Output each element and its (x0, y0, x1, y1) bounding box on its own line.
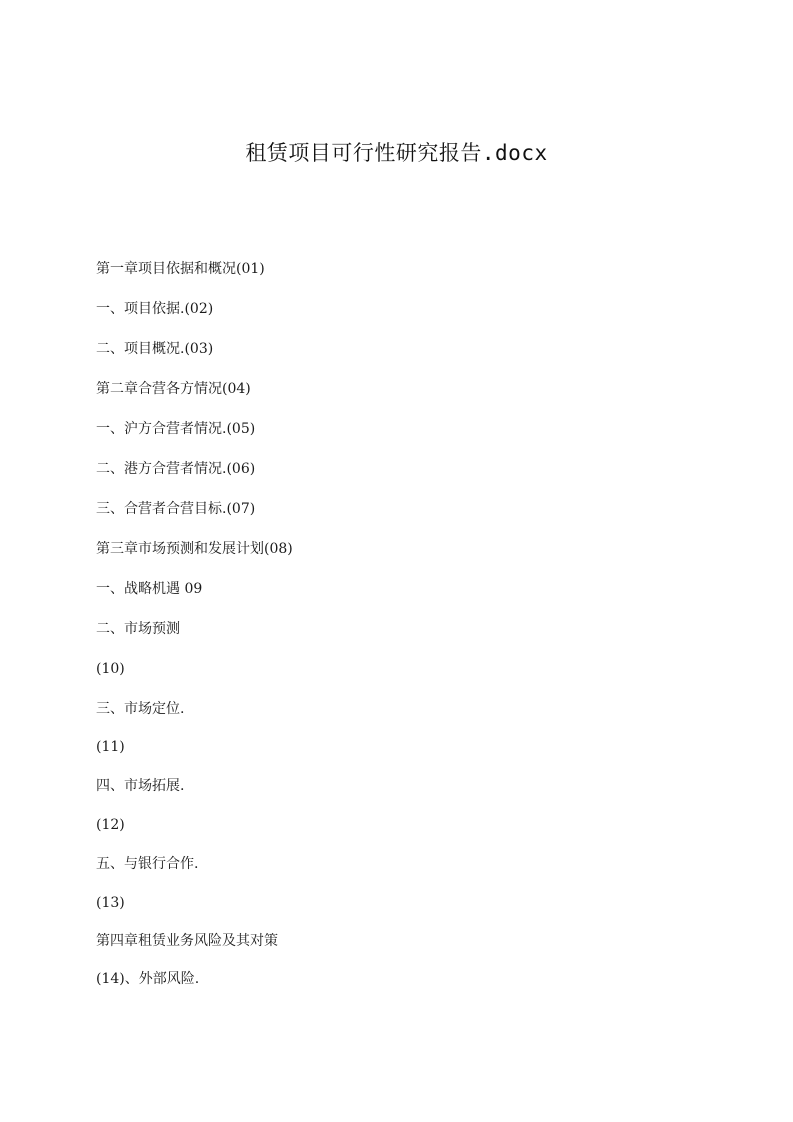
toc-chapter-4: 第四章租赁业务风险及其对策 (96, 933, 278, 949)
toc-item: (14)、外部风险. (96, 971, 200, 987)
toc-item: 二、项目概况.(03) (96, 341, 214, 357)
toc-item: 二、港方合营者情况.(06) (96, 461, 256, 477)
toc-item: 一、战略机遇 09 (96, 581, 203, 597)
toc-chapter-3: 第三章市场预测和发展计划(08) (96, 541, 293, 557)
toc-item: 四、市场拓展. (96, 778, 185, 794)
toc-item: 二、市场预测 (96, 621, 180, 637)
toc-item: 三、合营者合营目标.(07) (96, 501, 256, 517)
toc-item: 一、沪方合营者情况.(05) (96, 421, 256, 437)
toc-item: 五、与银行合作. (96, 856, 199, 872)
document-title: 租赁项目可行性研究报告.docx (245, 141, 548, 165)
toc-page-number: (13) (96, 895, 125, 911)
toc-chapter-1: 第一章项目依据和概况(01) (96, 261, 265, 277)
toc-chapter-2: 第二章合营各方情况(04) (96, 381, 251, 397)
toc-item: 一、项目依据.(02) (96, 301, 214, 317)
toc-page-number: (10) (96, 661, 125, 677)
toc-page-number: (11) (96, 739, 125, 755)
toc-page-number: (12) (96, 817, 125, 833)
toc-item: 三、市场定位. (96, 701, 185, 717)
table-of-contents (96, 255, 716, 1005)
